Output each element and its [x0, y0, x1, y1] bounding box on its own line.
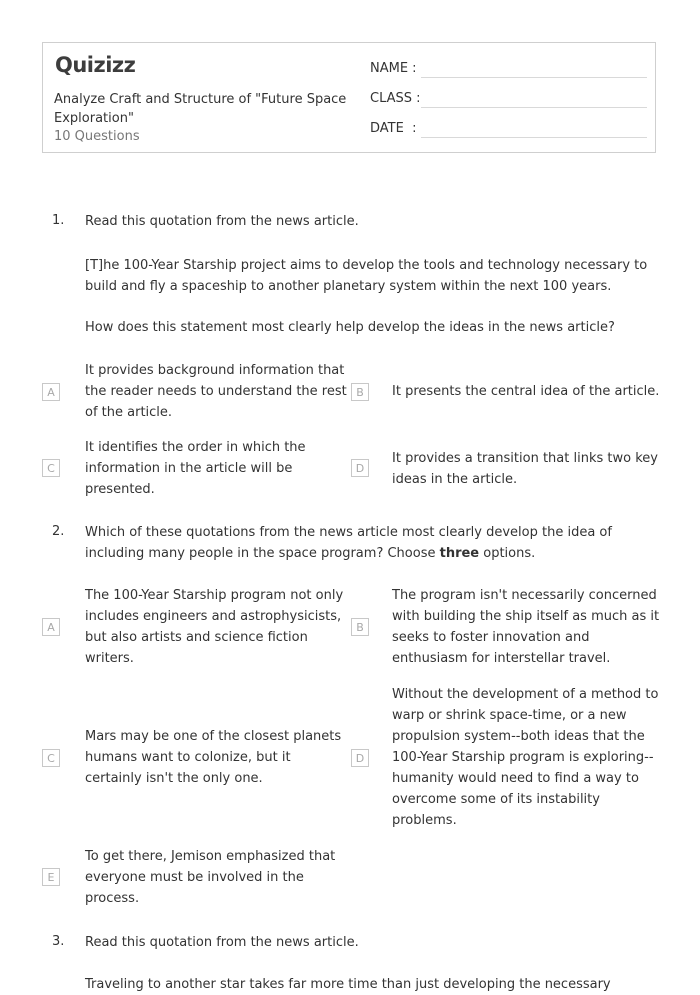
question-2-number: 2.	[52, 524, 65, 539]
option-letter-2e[interactable]: E	[42, 868, 60, 886]
date-line[interactable]	[421, 137, 647, 138]
option-2c-text: Mars may be one of the closest planets humans want to colonize, but it certainly isn't the only one.	[85, 729, 342, 786]
question-3-number: 3.	[52, 934, 65, 949]
name-field	[370, 61, 417, 76]
option-letter-2d[interactable]: D	[351, 749, 369, 767]
class-label: CLASS :	[370, 91, 421, 106]
option-2a-text: The 100-Year Starship program not only includes engineers and astrophysicists, but also artists and science fiction writers.	[85, 588, 344, 666]
option-letter-1d[interactable]: D	[351, 459, 369, 477]
date-label: DATE :	[370, 121, 417, 136]
option-letter-2a[interactable]: A	[42, 618, 60, 636]
question-2-prompt-emphasis: three	[439, 546, 480, 561]
question-2-prompt	[85, 522, 625, 564]
option-2e-text: To get there, Jemison emphasized that everyone must be involved in the process.	[85, 849, 336, 906]
question-1-question: How does this statement most clearly help develop the ideas in the news article?	[85, 320, 615, 335]
worksheet-title: Analyze Craft and Structure of "Future Space Exploration"	[54, 92, 347, 126]
option-2b-text: The program isn't necessarily concerned with building the ship itself as much as it seeks to foster innovation and enthusiasm for interstellar travel.	[392, 588, 660, 666]
option-letter-1c[interactable]: C	[42, 459, 60, 477]
question-3-prompt: Read this quotation from the news article.	[85, 935, 359, 950]
class-field	[370, 91, 421, 106]
worksheet-header	[42, 42, 656, 153]
quizizz-logo: Quizizz	[55, 53, 136, 77]
question-1-prompt: Read this quotation from the news article.	[85, 214, 359, 229]
question-count: 10 Questions	[54, 129, 140, 144]
option-1a-text: It provides background information that the reader needs to understand the rest of the article.	[85, 363, 347, 420]
question-3-quote: Traveling to another star takes far more time than just developing the necessary	[85, 977, 611, 992]
option-letter-1a[interactable]: A	[42, 383, 60, 401]
name-label: NAME :	[370, 61, 417, 76]
question-2-prompt-end: options.	[479, 546, 536, 561]
question-2-prompt-start: Which of these quotations from the news article most clearly develop the idea of including many people in the space program? Choose	[85, 525, 612, 561]
option-letter-2b[interactable]: B	[351, 618, 369, 636]
date-field	[370, 121, 416, 136]
option-letter-1b[interactable]: B	[351, 383, 369, 401]
class-line[interactable]	[421, 107, 647, 108]
option-1b-text: It presents the central idea of the article.	[392, 384, 660, 399]
option-1d-text: It provides a transition that links two key ideas in the article.	[392, 451, 658, 487]
option-2d-text: Without the development of a method to warp or shrink space-time, or a new propulsion system--both ideas that the 100-Year Starship program is exploring--humanity would need to find a way to overcome some of its instability problems.	[392, 687, 659, 828]
option-1c-text: It identifies the order in which the information in the article will be presented.	[85, 440, 306, 497]
question-1-number: 1.	[52, 213, 65, 228]
option-letter-2c[interactable]: C	[42, 749, 60, 767]
question-1-quote: [T]he 100-Year Starship project aims to develop the tools and technology necessary to build and fly a spaceship to another planetary system within the next 100 years.	[85, 258, 648, 294]
name-line[interactable]	[421, 77, 647, 78]
